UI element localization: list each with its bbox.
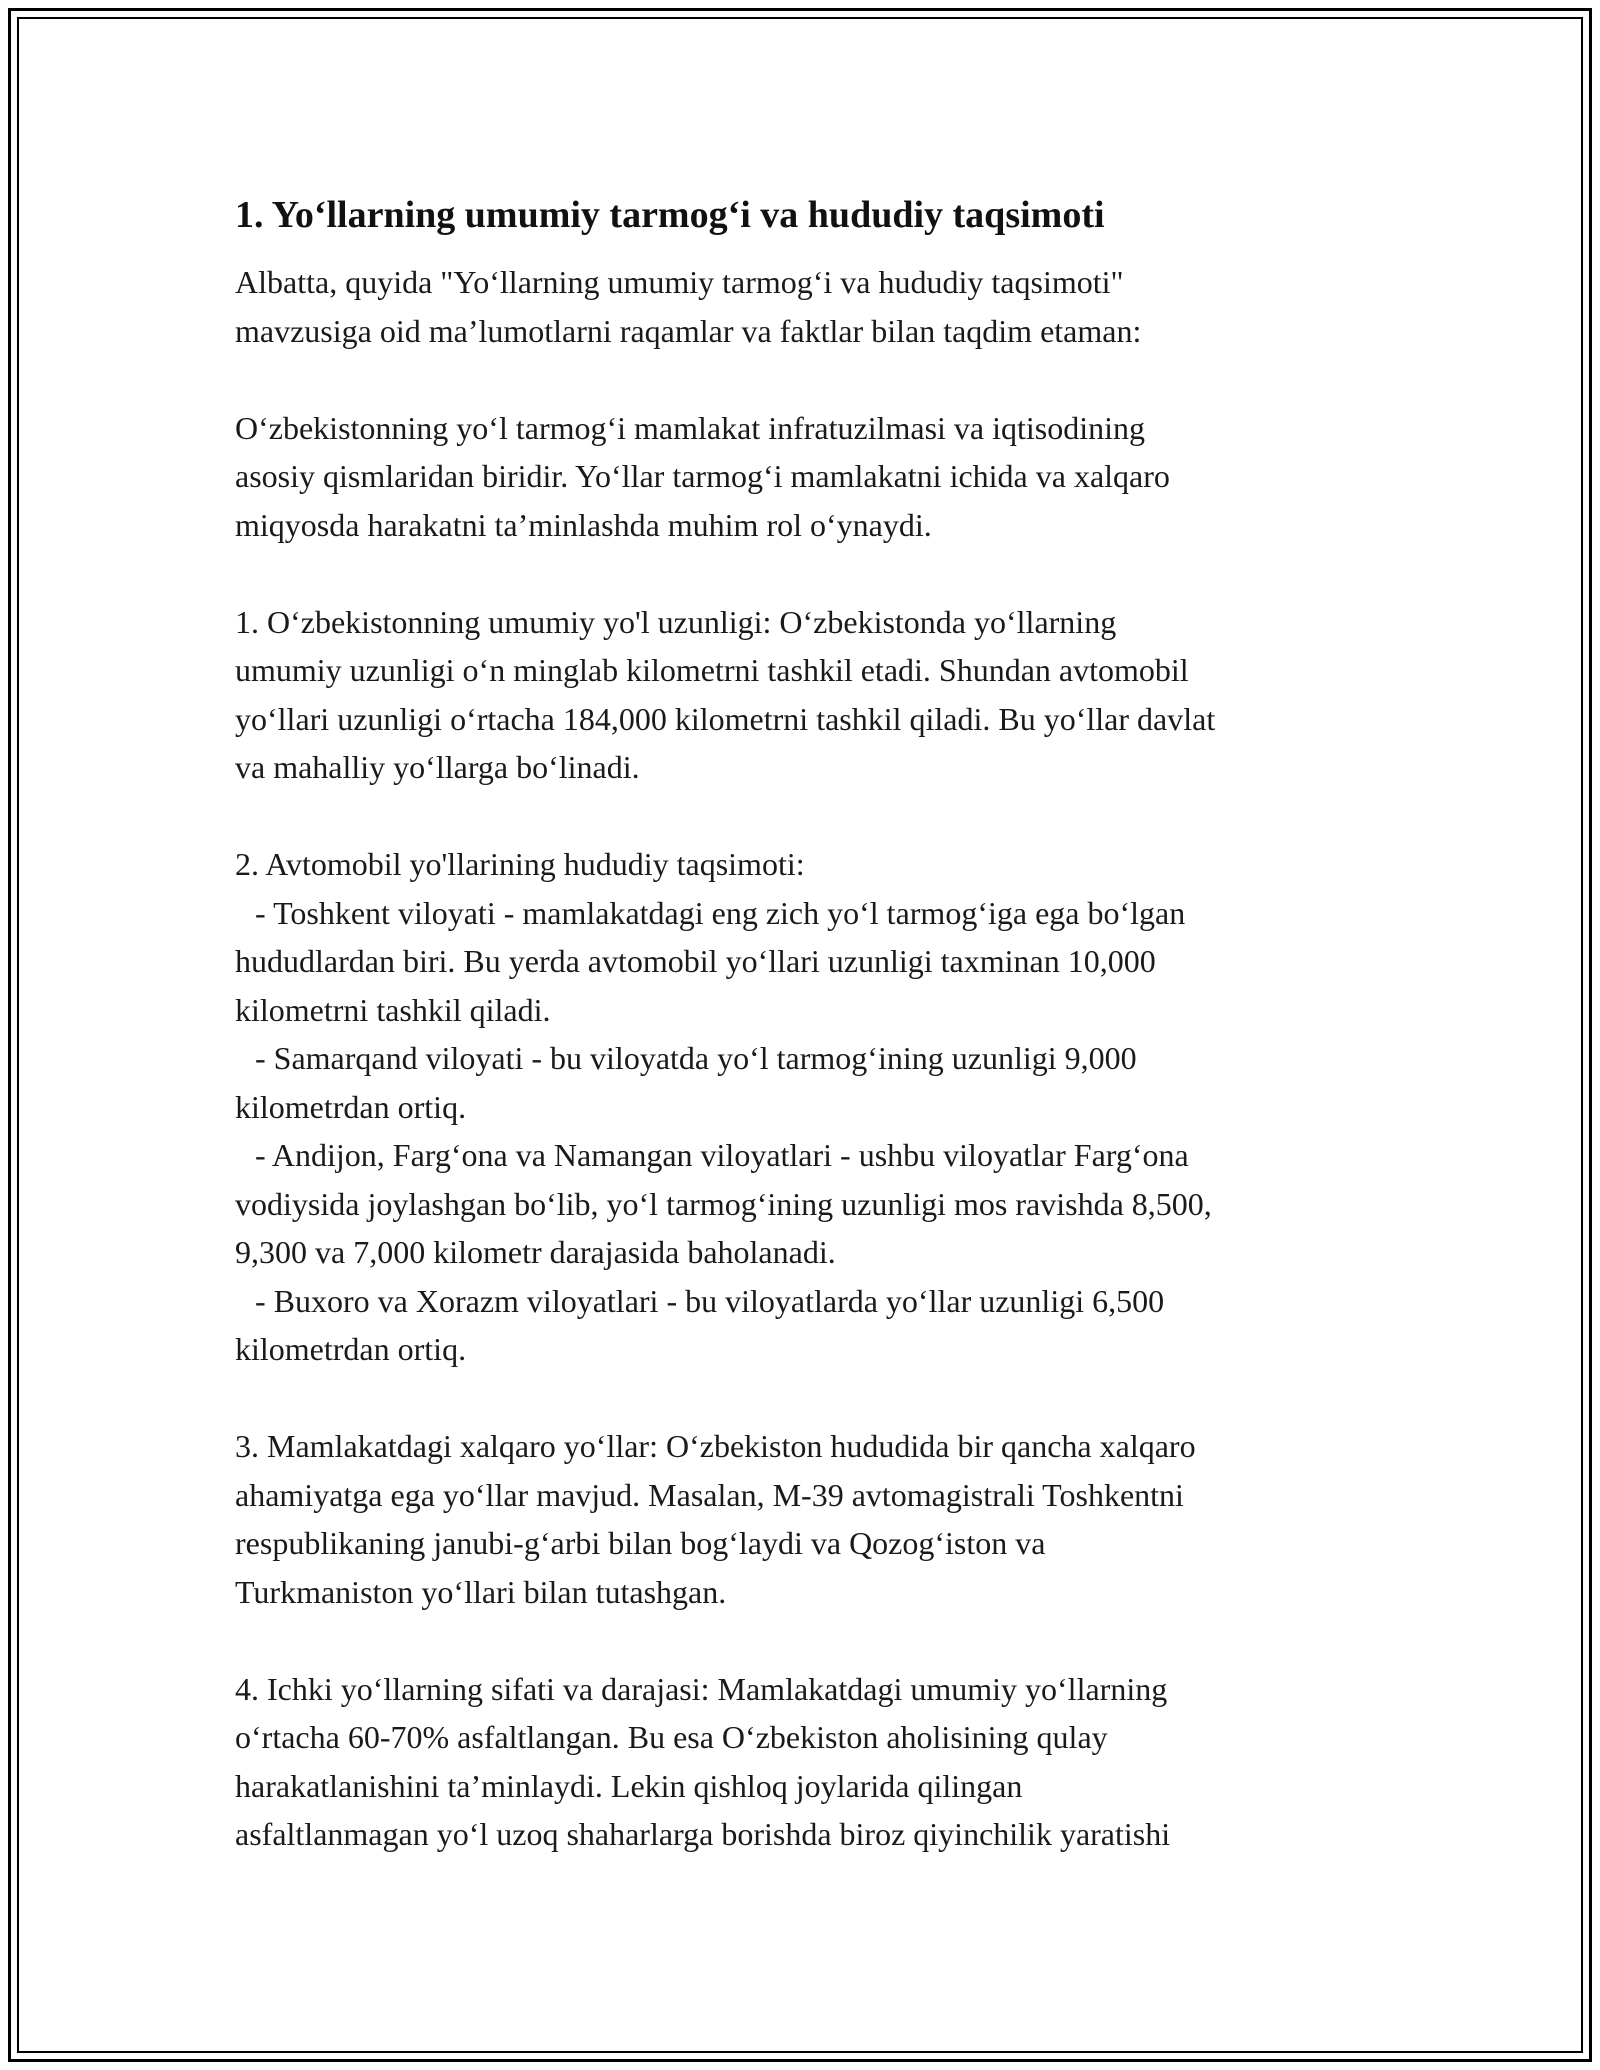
text-line: respublikaning janubi-g‘arbi bilan bog‘laydi va Qozog‘iston va (235, 1525, 1046, 1561)
section-2-paragraph (235, 840, 1375, 1374)
text-line: hududlardan biri. Bu yerda avtomobil yo‘llari uzunligi taxminan 10,000 (235, 943, 1156, 979)
list-item-first-line: - Buxoro va Xorazm viloyatlari - bu viloyatlarda yo‘llar uzunligi 6,500 (255, 1282, 1165, 1319)
paragraph-gap (235, 355, 1375, 404)
list-item-first-line: - Toshkent viloyati - mamlakatdagi eng zich yo‘l tarmog‘iga ega bo‘lgan (255, 894, 1186, 931)
paragraph-gap (235, 549, 1375, 598)
overview-paragraph (235, 404, 1375, 550)
section-4-paragraph (235, 1665, 1375, 1859)
text-line: mavzusiga oid ma’lumotlarni raqamlar va faktlar bilan taqdim etaman: (235, 312, 1142, 349)
text-line: kilometrdan ortiq. (235, 1088, 467, 1125)
text-line: asosiy qismlaridan biridir. Yo‘llar tarmog‘i mamlakatni ichida va xalqaro (235, 458, 1170, 494)
section-3-paragraph (235, 1422, 1375, 1616)
text-line: harakatlanishini ta’minlaydi. Lekin qishloq joylarida qilingan (235, 1767, 1023, 1804)
text-line: kilometrdan ortiq. (235, 1331, 467, 1367)
text-line: O‘zbekistonning yo‘l tarmog‘i mamlakat infratuzilmasi va iqtisodining (235, 409, 1146, 446)
paragraph-gap (235, 792, 1375, 841)
text-line: va mahalliy yo‘llarga bo‘linadi. (235, 749, 640, 785)
text-line: asfaltlanmagan yo‘l uzoq shaharlarga borishda biroz qiyinchilik yaratishi (235, 1816, 1171, 1852)
text-line: vodiysida joylashgan bo‘lib, yo‘l tarmog‘ining uzunligi mos ravishda 8,500, (235, 1185, 1212, 1222)
paragraph-gap (235, 1616, 1375, 1665)
text-line: 1. O‘zbekistonning umumiy yo'l uzunligi: O‘zbekistonda yo‘llarning (235, 603, 1117, 640)
text-line: 4. Ichki yo‘llarning sifati va darajasi: Mamlakatdagi umumiy yo‘llarning (235, 1670, 1168, 1707)
paragraph-gap (235, 1374, 1375, 1423)
document-body (235, 186, 1375, 1859)
section-2-heading: 2. Avtomobil yo'llarining hududiy taqsimoti: (235, 846, 805, 882)
text-line: kilometrni tashkil qiladi. (235, 991, 551, 1028)
text-line: Albatta, quyida "Yo‘llarning umumiy tarmog‘i va hududiy taqsimoti" (235, 264, 1124, 300)
text-line: umumiy uzunligi o‘n minglab kilometrni tashkil etadi. Shundan avtomobil (235, 652, 1189, 688)
text-line: o‘rtacha 60-70% asfaltlangan. Bu esa O‘zbekiston aholisining qulay (235, 1719, 1108, 1755)
list-item-first-line: - Andijon, Farg‘ona va Namangan viloyatlari - ushbu viloyatlar Farg‘ona (255, 1137, 1189, 1173)
text-line: miqyosda harakatni ta’minlashda muhim rol o‘ynaydi. (235, 506, 932, 543)
text-line: 9,300 va 7,000 kilometr darajasida baholanadi. (235, 1234, 836, 1270)
section-1-paragraph (235, 598, 1375, 792)
text-line: yo‘llari uzunligi o‘rtacha 184,000 kilometrni tashkil qiladi. Bu yo‘llar davlat (235, 700, 1216, 737)
text-line: ahamiyatga ega yo‘llar mavjud. Masalan, M-39 avtomagistrali Toshkentni (235, 1476, 1184, 1513)
text-line: 3. Mamlakatdagi xalqaro yo‘llar: O‘zbekiston hududida bir qancha xalqaro (235, 1428, 1196, 1464)
list-item-first-line: - Samarqand viloyati - bu viloyatda yo‘l tarmog‘ining uzunligi 9,000 (255, 1040, 1137, 1076)
text-line: Turkmaniston yo‘llari bilan tutashgan. (235, 1573, 727, 1610)
intro-paragraph (235, 258, 1375, 355)
document-title: 1. Yo‘llarning umumiy tarmog‘i va hududiy taqsimoti (235, 194, 1105, 236)
